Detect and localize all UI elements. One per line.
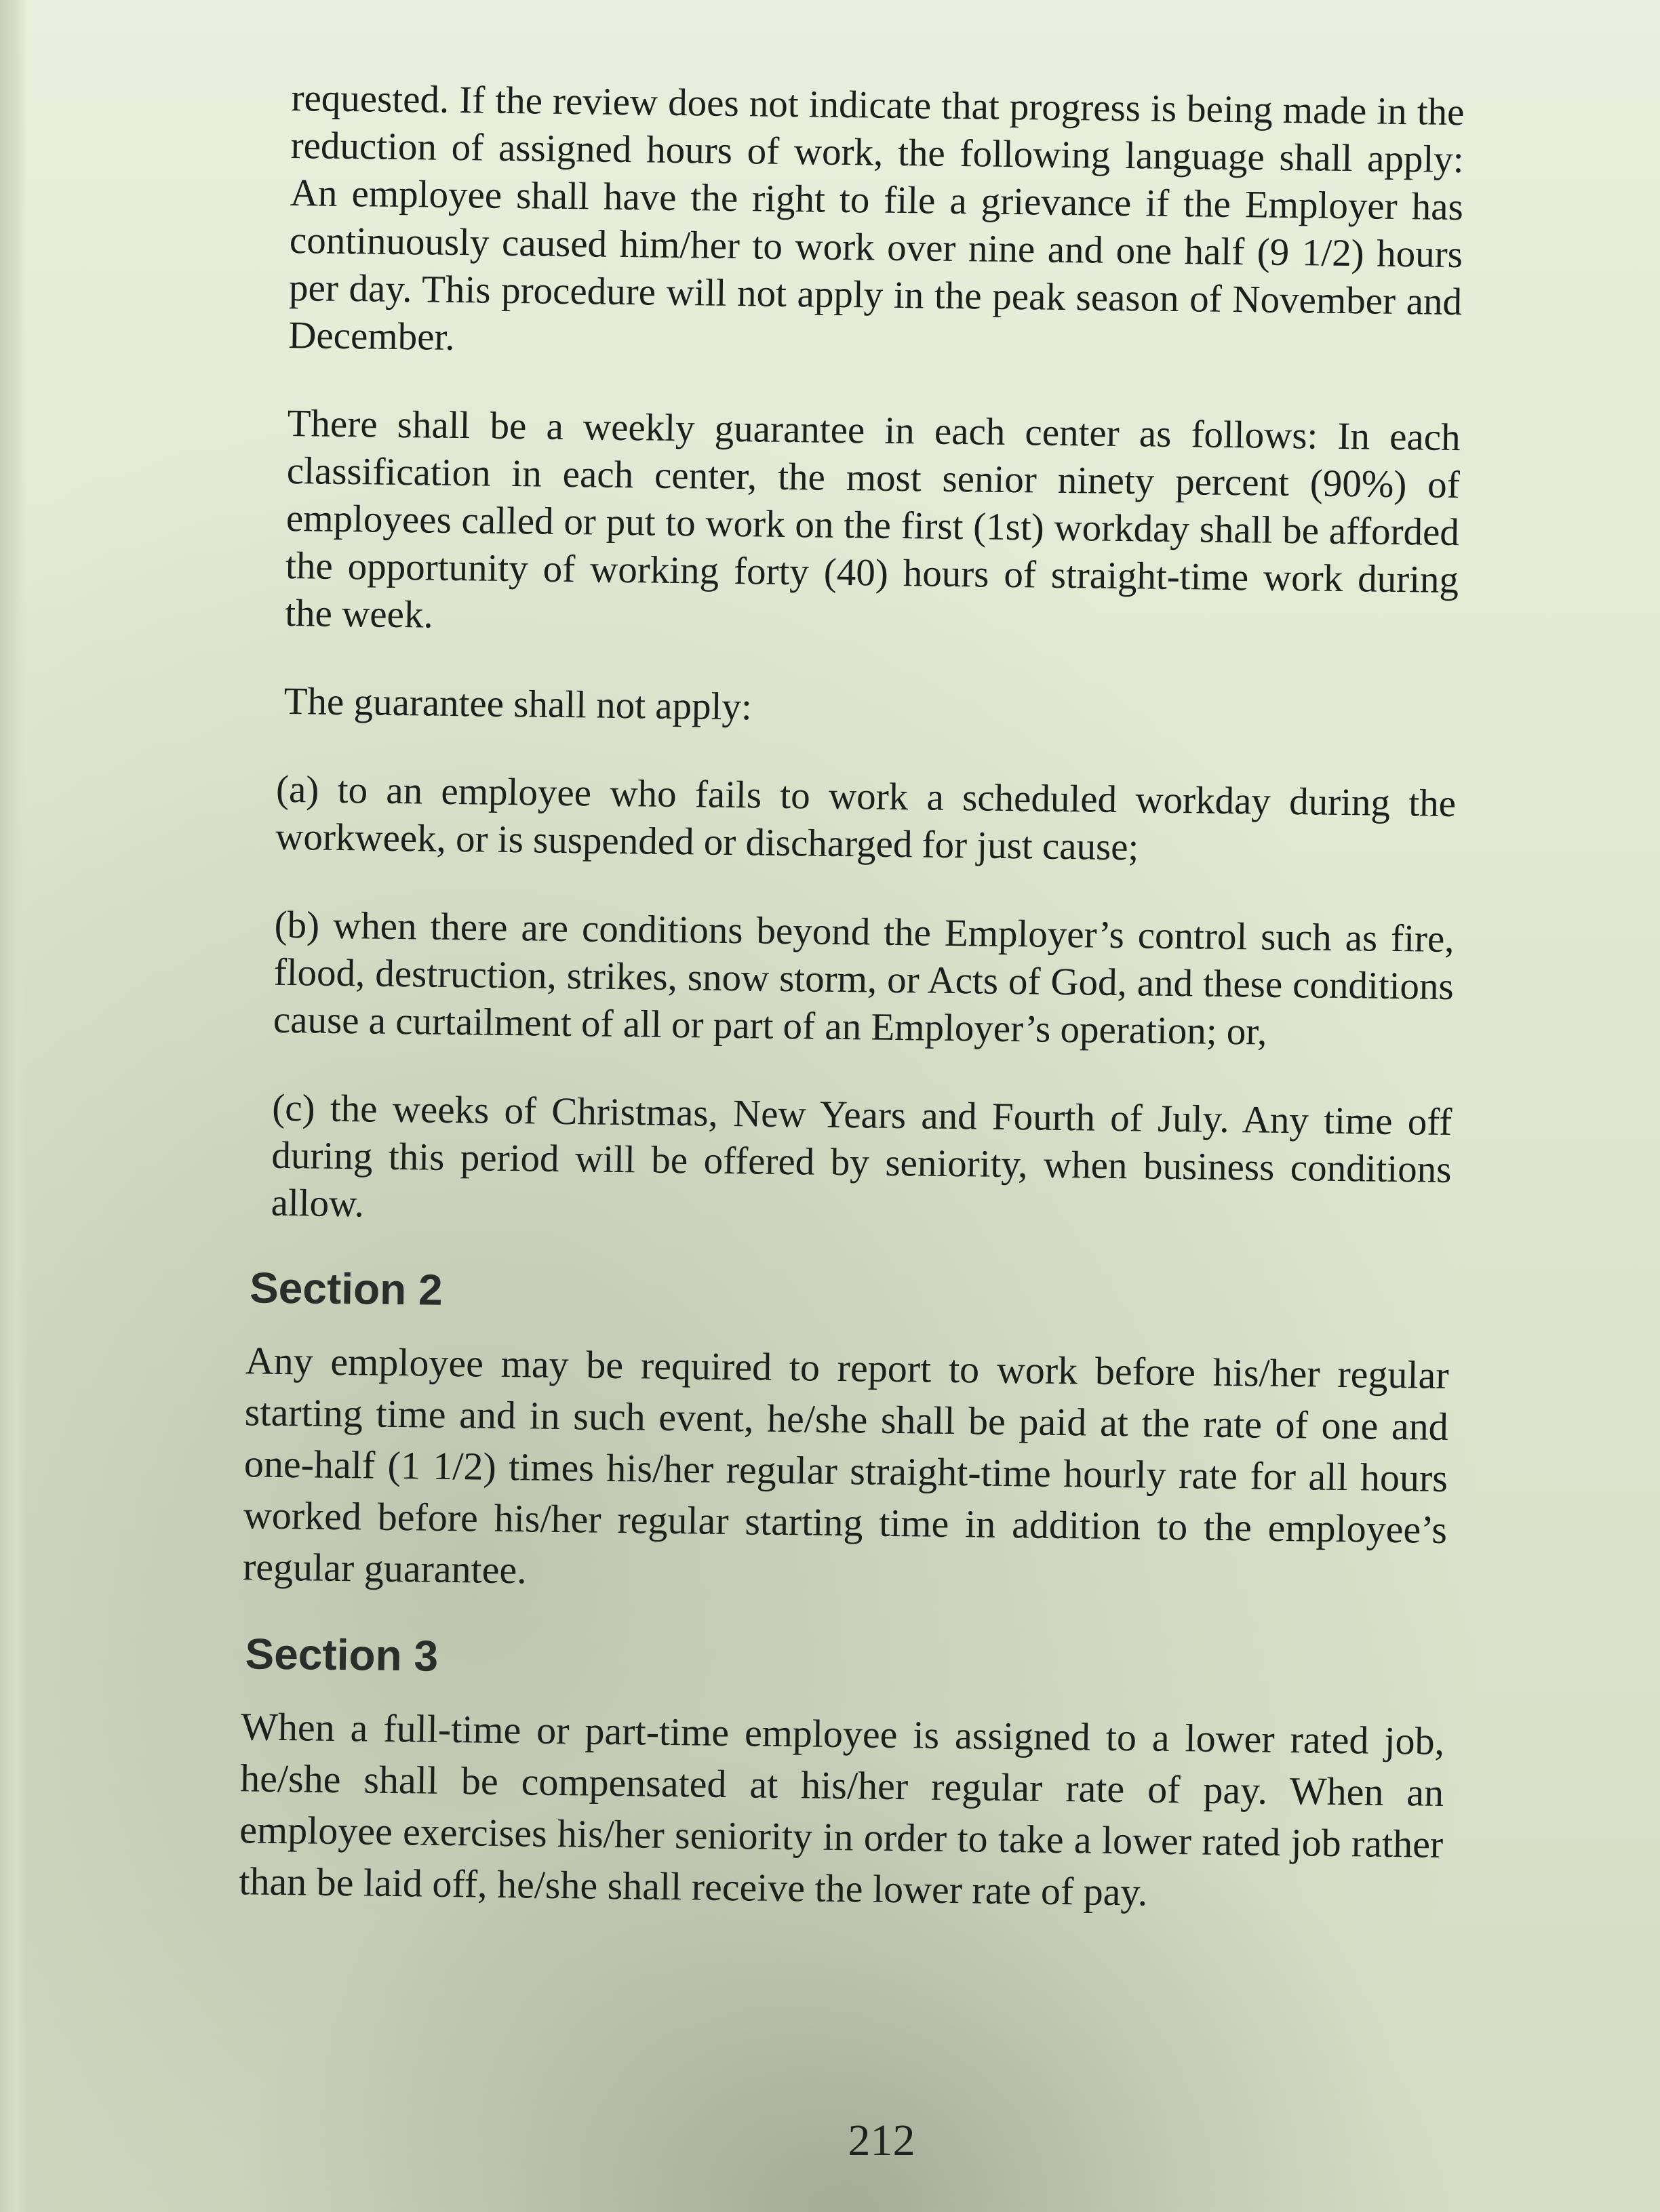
paragraph-review-grievance: requested. If the review does not indicate that progress is being made in the reduction of assigned hours of work, the following language shall apply: An employee shall have the right to file a grievance if the Employer has continuously caused him/her to work over nine and one half (9 1/2) hours per day. This procedure will not apply in the peak season of November and December.	[288, 76, 1465, 359]
exception-item-a: (a) to an employee who fails to work a scheduled workday during the workweek, or is suspended or discharged for just cause;	[275, 767, 1457, 869]
page-number: 212	[848, 2116, 915, 2165]
paragraph-guarantee-exceptions-intro: The guarantee shall not apply:	[283, 679, 753, 729]
section-2-body: Any employee may be required to report to work before his/her regular starting time and in such event, he/she shall be paid at the rate of one and one-half (1 1/2) times his/her regular straight-time hourly rate for all hours worked before his/her regular starting time in addition to the employee’s regular guarantee.	[242, 1338, 1450, 1592]
section-2-heading: Section 2	[249, 1263, 443, 1314]
page-text	[239, 75, 1465, 1963]
section-3-body: When a full-time or part-time employee is assigned to a lower rated job, he/she shall be compensated at his/her regular rate of pay. When an employee exercises his/her seniority in order to take a lower rated job rather than be laid off, he/she shall receive the lower rate of pay.	[239, 1704, 1445, 1914]
exception-item-b: (b) when there are conditions beyond the Employer’s control such as fire, flood, destruction, strikes, snow storm, or Acts of God, and these conditions cause a curtailment of all or part of an Employer’s operation; or,	[273, 903, 1455, 1053]
page-edge	[0, 0, 27, 2212]
exception-item-c: (c) the weeks of Christmas, New Years and Fourth of July. Any time off during this period will be offered by seniority, when business conditions allow.	[271, 1086, 1452, 1226]
section-3-heading: Section 3	[245, 1629, 439, 1681]
paragraph-weekly-guarantee: There shall be a weekly guarantee in each center as follows: In each classification in each center, the most senior ninety percent (90%) of employees called or put to work on the first (1st) workday shall be afforded the opportunity of working forty (40) hours of straight-time work during the week.	[284, 401, 1461, 637]
